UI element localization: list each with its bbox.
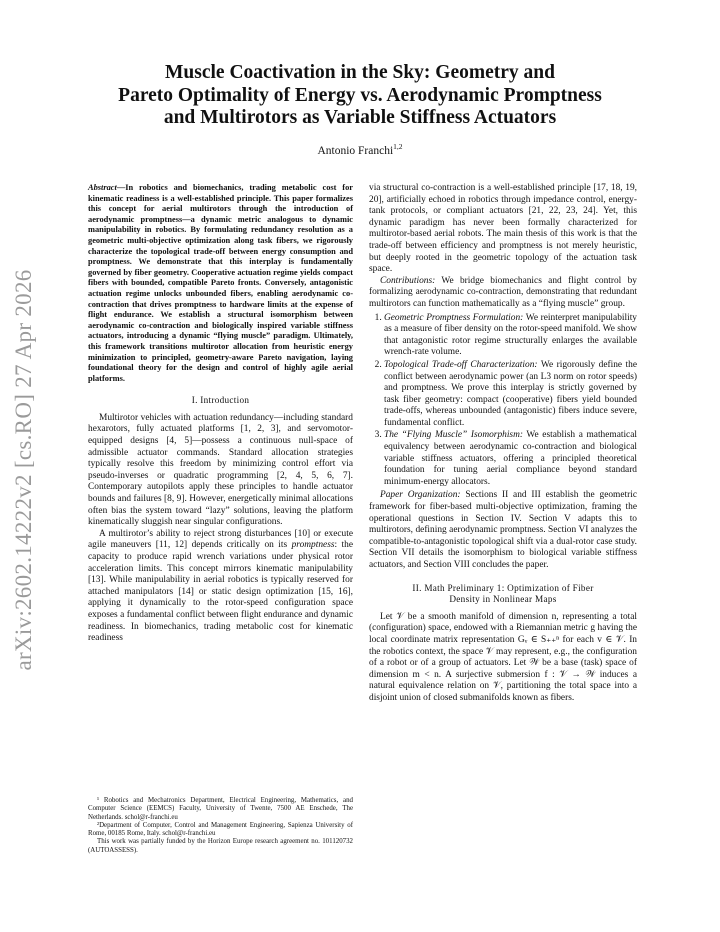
contribution-3-text: We establish a mathematical equivalency between aerodynamic co-contraction and biological variable stiffness actuators, offering a principled theoretical foundation for tuning aerial compliance beyond standard minimum-energy allocators. [384, 430, 637, 487]
intro-paragraph-3: via structural co-contraction is a well-established principle [17, 18, 19, 20], artificially echoed in robotics through impedance control, energy-tank protocols, or compliant actuators [21, 22, 23, 24]. Yet, this dynamic paradigm has never been formally characterized for multirotor-based aerial robots. The main thesis of this work is that the trade-off between efficiency and promptness is not merely heuristic, but deeply rooted in the geometric topology of the actuation task space. [369, 183, 637, 275]
footnotes [88, 797, 353, 855]
contribution-item-2 [384, 360, 637, 430]
intro-p2-emphasis: promptness [291, 540, 335, 551]
footnote-1: ¹ Robotics and Mechatronics Department, Electrical Engineering, Mathematics, and Computer Science (EEMCS) Faculty, University of Twente, 7500 AE Enschede, The Netherlands. schol@r-franchi.eu [88, 797, 353, 821]
arxiv-sidebar-stamp [4, 230, 44, 710]
abstract-text: —In robotics and biomechanics, trading metabolic cost for kinematic readiness is a well-established principle. This paper formalizes this concept for aerial multirotors through the introduction of aerodynamic promptness—a dynamic metric analogous to dynamic manipulability in robotics. By formulating redundancy resolution as a geometric multi-objective optimization along task fibers, we rigorously characterize the topological trade-off between energy consumption and promptness. We demonstrate that this interplay is fundamentally governed by fiber geometry. Cooperative actuation regime yields compact fibers with bounded, compatible Pareto fronts. Conversely, antagonistic actuation regime unlocks unbounded fibers, enabling aerodynamic co-contraction that drives promptness to hardware limits at the expense of flight endurance. We establish a structural isomorphism between aerodynamic co-contraction and biologically inspired variable stiffness actuators, introducing a dynamic “flying muscle” paradigm. Ultimately, this framework transitions multirotor allocation from heuristic energy minimization to principled, geometry-aware Pareto navigation, laying foundational theory for the design and control of highly agile aerial platforms. [88, 183, 353, 383]
section-1-heading: I. Introduction [191, 395, 250, 406]
section-2-heading-line-2: Density in Nonlinear Maps [449, 594, 557, 605]
author-affiliation-sup: 1,2 [393, 142, 403, 151]
right-column [369, 183, 637, 705]
contribution-item-3 [384, 430, 637, 488]
contribution-3-label: The “Flying Muscle” Isomorphism: [384, 430, 523, 441]
author-name: Antonio Franchi [317, 144, 394, 157]
paper-title [80, 62, 640, 130]
contributions-list [369, 313, 637, 489]
abstract [88, 183, 353, 384]
title-line-1: Muscle Coactivation in the Sky: Geometry and [165, 62, 555, 83]
organization-text: Sections II and III establish the geometric framework for fiber-based multi-objective optimization, framing the operational questions in Section IV. Section V adapts this to multirotors, defining aerodynamic promptness. Section VI analyzes the compatible-to-antagonistic topological shift via a dual-rotor case study. Section VII details the isomorphism to biological variable stiffness actuators, and Section VIII concludes the paper. [369, 490, 637, 570]
contribution-2-text: We rigorously define the conflict between aerodynamic power (an L3 norm on rotor speeds) and promptness. We prove this interplay is strictly governed by task fiber geometry: compact (cooperative) fibers yield bounded trade-offs, whereas unbounded (antagonistic) fibers induce severe, fundamental conflict. [384, 359, 637, 428]
section-2-heading-line-1: II. Math Preliminary 1: Optimization of Fiber [412, 582, 594, 593]
contribution-1-text: We reinterpret manipulability as a measure of fiber density on the rotor-speed manifold. We show that antagonistic rotor regime structurally enlarges the available wrench-rate volume. [384, 312, 637, 358]
contributions-paragraph [369, 276, 637, 311]
arxiv-id: arXiv:2602.14222v2 [cs.RO] 27 Apr 2026 [11, 269, 36, 671]
intro-p2-start: A multirotor’s ability to reject strong disturbances [10] or execute agile maneuvers [11, 12] depends critically on its [88, 528, 353, 551]
contributions-text: We bridge biomechanics and flight control by formalizing aerodynamic co-contraction, demonstrating that redundant multirotors can function mathematically as a “flying muscle” group. [369, 275, 637, 309]
contribution-1-label: Geometric Promptness Formulation: [384, 312, 524, 323]
organization-paragraph [369, 490, 637, 571]
contributions-label: Contributions: [380, 275, 436, 286]
intro-p2-end: : the capacity to produce rapid wrench variations under physical rotor acceleration limits. This concept mirrors kinematic manipulability [13]. While manipulability in aerial robotics is typically reserved for attached manipulators [14] or static design optimization [15, 16], applying it dynamically to the rotor-speed configuration space exposes a fundamental conflict between flight endurance and dynamic readiness. In biomechanics, trading metabolic cost for kinematic readiness [88, 540, 353, 644]
abstract-label: Abstract [88, 183, 117, 192]
contribution-item-1 [384, 313, 637, 359]
title-line-2: Pareto Optimality of Energy vs. Aerodynamic Promptness [118, 84, 602, 106]
title-line-3: and Multirotors as Variable Stiffness Actuators [163, 107, 557, 128]
left-column [88, 183, 353, 645]
author-line [80, 142, 640, 157]
footnote-2: ²Department of Computer, Control and Management Engineering, Sapienza University of Rome, 00185 Rome, Italy. schol@r-franchi.eu [88, 821, 353, 838]
footnote-3: This work was partially funded by the Horizon Europe research agreement no. 101120732 (AUTOASSESS). [88, 838, 353, 854]
contribution-2-label: Topological Trade-off Characterization: [384, 359, 538, 370]
intro-paragraph-1: Multirotor vehicles with actuation redundancy—including standard hexarotors, fully actuated platforms [1, 2, 3], and servomotor-equipped designs [4, 5]—possess a continuous null-space of admissible actuator commands. Standard allocation strategies typically resolve this freedom by minimizing control effort via pseudo-inverses or quadratic programming [2, 4, 5, 6, 7]. Contemporary autopilots apply these principles to handle actuator bounds and failures [8, 9]. However, energetically minimal allocations often bias the system toward “lazy” solutions, leaving the platform kinematically sluggish near singular configurations. [88, 412, 353, 528]
section-2-heading [369, 583, 637, 606]
intro-paragraph-2 [88, 529, 353, 645]
organization-label: Paper Organization: [380, 490, 461, 501]
section-2-paragraph-1: Let 𝒱 be a smooth manifold of dimension n, representing a total (configuration) space, endowed with a Riemannian metric g having the local coordinate matrix representation Gᵥ ∈ S₊₊ⁿ for each v ∈ 𝒱. In the robotics context, the space 𝒱 may represent, e.g., the configuration of a robot or of a group of actuators. Let 𝒲 be a base (task) space of dimension m < n. A surjective submersion f : 𝒱 → 𝒲 induces a natural equivalence relation on 𝒱, partitioning the total space into a disjoint union of closed submanifolds known as fibers. [369, 611, 637, 703]
